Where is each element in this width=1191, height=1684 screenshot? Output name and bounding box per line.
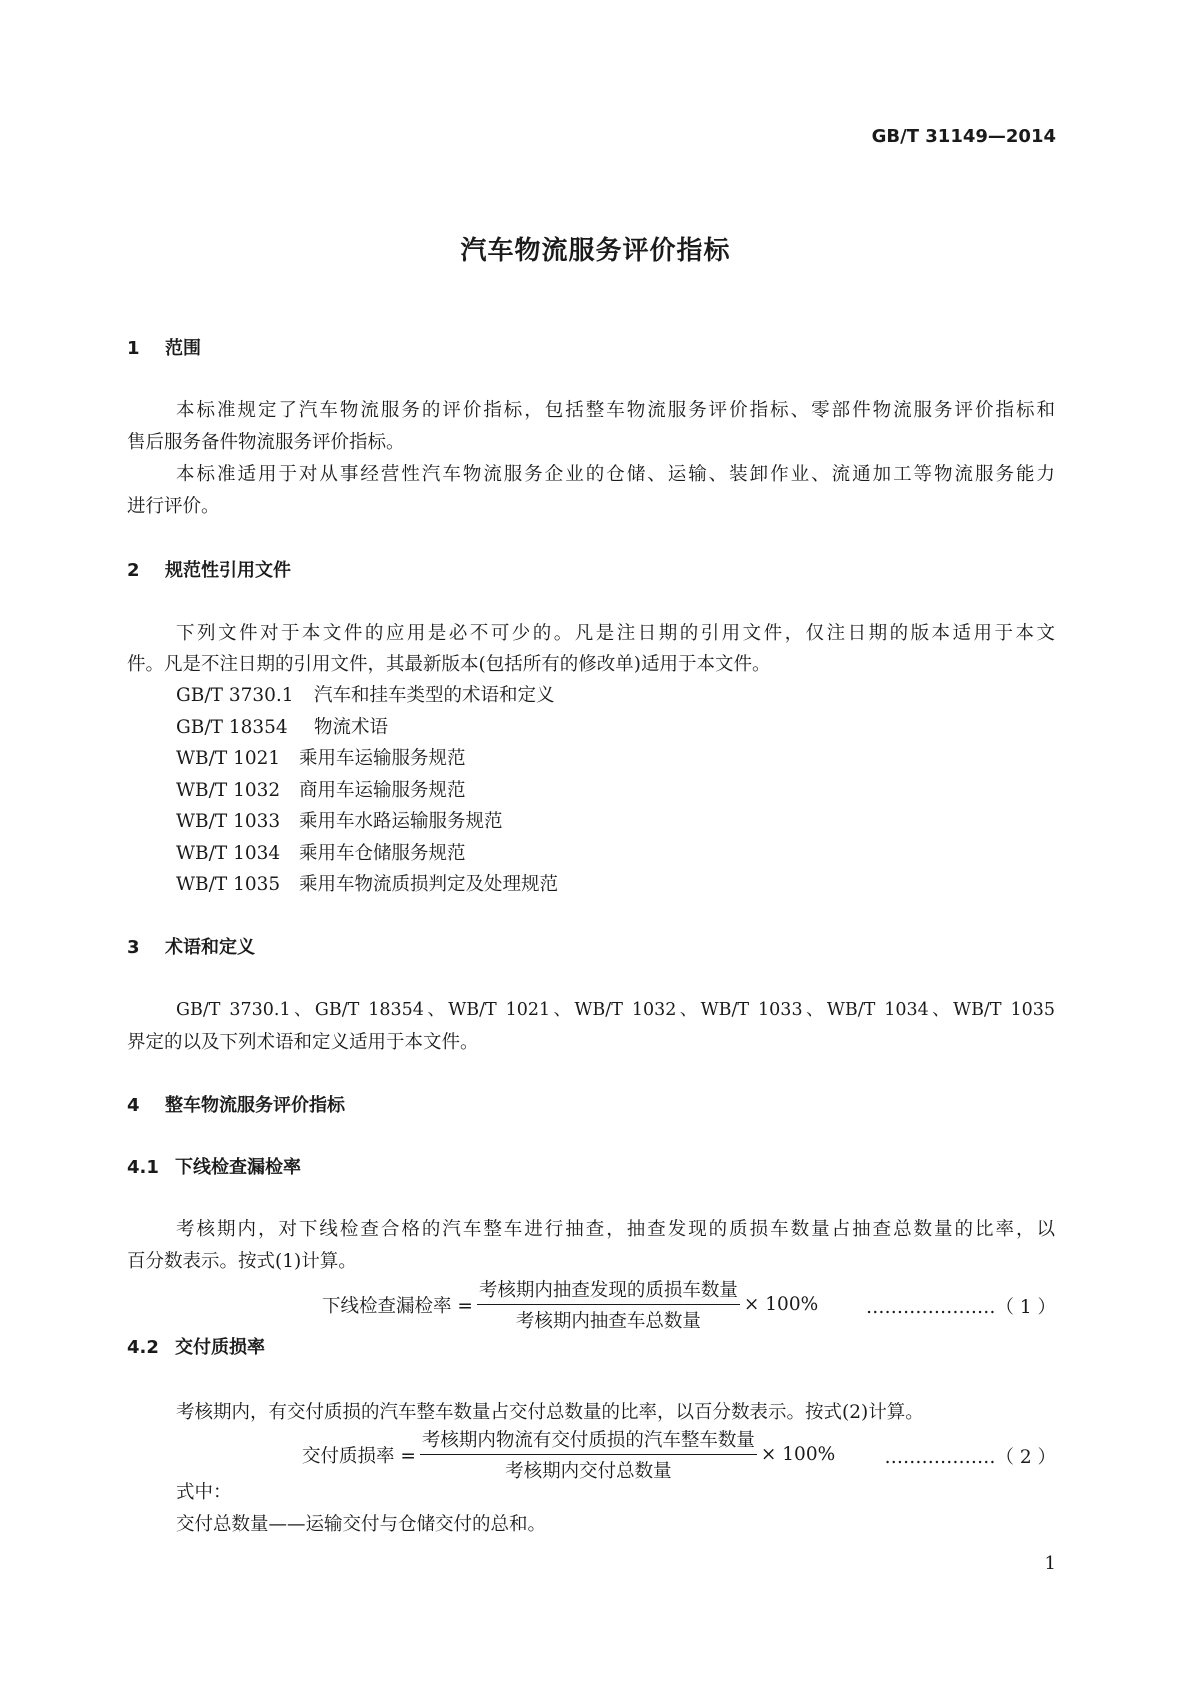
standard-number: GB/T 31149—2014 [871, 126, 1056, 147]
reference-item [176, 807, 503, 833]
reference-item [176, 839, 466, 865]
reference-title: 乘用车仓储服务规范 [299, 843, 466, 864]
section-title: 交付质损率 [175, 1337, 265, 1358]
paragraph-line: 进行评价。 [127, 496, 220, 517]
section-title: 下线检查漏检率 [175, 1157, 301, 1178]
reference-item [176, 776, 466, 802]
reference-code: GB/T 3730.1 [176, 685, 294, 706]
paragraph-line: 售后服务备件物流服务评价指标。 [127, 432, 405, 453]
fraction [477, 1276, 740, 1333]
reference-title: 乘用车水路运输服务规范 [299, 811, 503, 832]
paragraph-line: 本标准适用于对从事经营性汽车物流服务企业的仓储、运输、装卸作业、流通加工等物流服务能力 [176, 464, 1055, 485]
page-number: 1 [1044, 1553, 1056, 1574]
paragraph-line: 考核期内，对下线检查合格的汽车整车进行抽查，抽查发现的质损车数量占抽查总数量的比率，以 [176, 1219, 1055, 1240]
denominator: 考核期内抽查车总数量 [515, 1311, 701, 1332]
section-1-heading [127, 334, 201, 360]
section-title: 规范性引用文件 [165, 560, 291, 581]
section-number: 4.1 [127, 1157, 159, 1178]
reference-code: WB/T 1032 [176, 780, 281, 801]
numerator: 考核期内物流有交付质损的汽车整车数量 [420, 1426, 757, 1455]
section-title: 范围 [165, 338, 201, 359]
paragraph-line: 本标准规定了汽车物流服务的评价指标，包括整车物流服务评价指标、零部件物流服务评价指标和 [176, 400, 1055, 421]
reference-title: 乘用车运输服务规范 [299, 748, 466, 769]
paragraph-line: 界定的以及下列术语和定义适用于本文件。 [127, 1032, 479, 1053]
section-number: 3 [127, 937, 140, 958]
reference-title: 商用车运输服务规范 [299, 780, 466, 801]
section-2-heading [127, 556, 291, 582]
reference-item [176, 713, 388, 739]
reference-code: WB/T 1035 [176, 874, 281, 895]
equation-number: …………………（ 1 ） [865, 1297, 1056, 1318]
paragraph-line: 考核期内，有交付质损的汽车整车数量占交付总数量的比率，以百分数表示。按式(2)计算。 [176, 1402, 924, 1423]
section-4-2-heading [127, 1333, 265, 1359]
paragraph-line: 件。凡是不注日期的引用文件，其最新版本(包括所有的修改单)适用于本文件。 [127, 654, 771, 675]
section-4-heading [127, 1091, 345, 1117]
section-3-heading [127, 933, 255, 959]
numerator: 考核期内抽查发现的质损车数量 [477, 1276, 740, 1305]
reference-item [176, 870, 558, 896]
reference-code: WB/T 1033 [176, 811, 281, 832]
section-title: 术语和定义 [165, 937, 255, 958]
section-title: 整车物流服务评价指标 [165, 1095, 345, 1116]
definition-line: 交付总数量——运输交付与仓储交付的总和。 [176, 1514, 547, 1535]
multiplier: × 100% [760, 1444, 836, 1465]
equation-number: ………………（ 2 ） [884, 1447, 1056, 1468]
where-label: 式中： [176, 1482, 232, 1503]
section-4-1-heading [127, 1153, 301, 1179]
multiplier: × 100% [743, 1294, 819, 1315]
reference-code: WB/T 1034 [176, 843, 281, 864]
reference-item [176, 744, 466, 770]
reference-code: GB/T 18354 [176, 717, 288, 738]
reference-title: 乘用车物流质损判定及处理规范 [299, 874, 559, 895]
section-number: 1 [127, 338, 140, 359]
reference-title: 汽车和挂车类型的术语和定义 [314, 685, 555, 706]
section-number: 4 [127, 1095, 140, 1116]
formula-lhs: 交付质损率 = [302, 1445, 416, 1467]
document-title: 汽车物流服务评价指标 [460, 236, 731, 266]
paragraph-line: GB/T 3730.1、GB/T 18354、WB/T 1021、WB/T 1032、WB/T 1033、WB/T 1034、WB/T 1035 [176, 1000, 1055, 1020]
paragraph-line: 下列文件对于本文件的应用是必不可少的。凡是注日期的引用文件，仅注日期的版本适用于本文 [176, 623, 1055, 644]
fraction [420, 1426, 757, 1483]
formula-1 [322, 1276, 818, 1333]
section-number: 2 [127, 560, 140, 581]
reference-item [176, 681, 555, 707]
paragraph-line: 百分数表示。按式(1)计算。 [127, 1251, 357, 1272]
formula-lhs: 下线检查漏检率 = [322, 1295, 473, 1317]
denominator: 考核期内交付总数量 [505, 1461, 672, 1482]
section-number: 4.2 [127, 1337, 159, 1358]
reference-code: WB/T 1021 [176, 748, 281, 769]
reference-title: 物流术语 [314, 717, 389, 738]
formula-2 [302, 1426, 835, 1483]
